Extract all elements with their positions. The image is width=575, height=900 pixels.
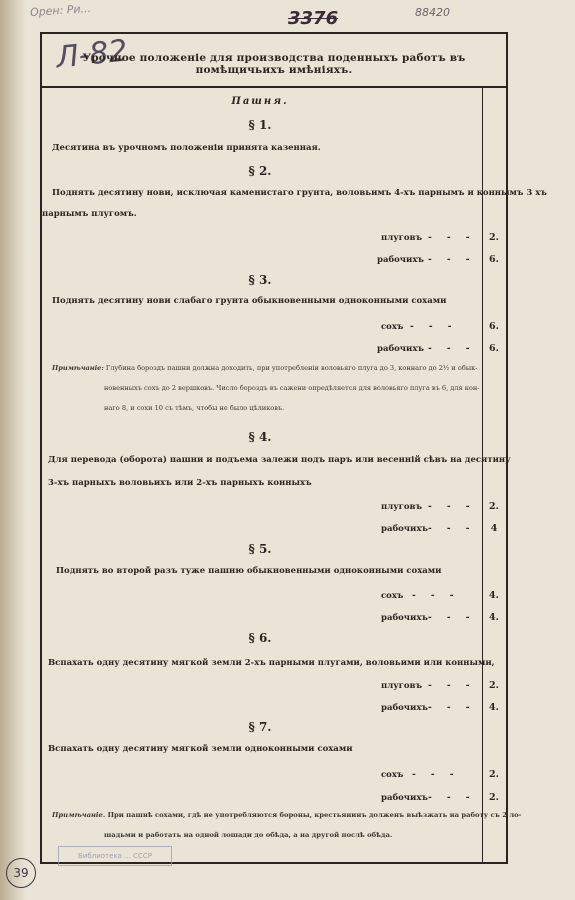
section-2-row-value: 6. <box>489 254 499 265</box>
section-3-text: Поднять десятину нови слабаго грунта обыкновенными одноконными сохами <box>52 296 447 306</box>
document-frame <box>40 32 508 864</box>
section-7-row-value: 2. <box>489 769 499 780</box>
section-6-row-value: 4. <box>489 702 499 713</box>
section-4-row-value: 4 <box>490 523 498 534</box>
section-7-row-value: 2. <box>489 792 499 803</box>
section-7-text: Вспахать одну десятину мягкой земли одноконными сохами <box>48 744 353 754</box>
section-4-text-line1: Для перевода (оборота) пашни и подъема залежи подъ паръ или весенній сѣвъ на десятину <box>48 455 511 465</box>
archive-mark: Л-82 <box>54 33 130 76</box>
note-lead: Примѣчаніе: <box>52 364 104 372</box>
section-3-row-value: 6. <box>489 321 499 332</box>
handwritten-number-top-right: 88420 <box>415 6 450 19</box>
section-3-row-value: 6. <box>489 343 499 354</box>
section-7-label: § 7. <box>248 720 272 734</box>
document-title: Урочное положеніе для производства поденныхъ работъ въ помѣщичьихъ имѣніяхъ. <box>82 52 466 76</box>
section-3-row-label: сохъ <box>381 322 404 332</box>
section-3-row-label: рабочихъ <box>377 344 424 354</box>
section-7-row-label: сохъ <box>381 770 404 780</box>
section-6-text: Вспахать одну десятину мягкой земли 2-хъ парными плугами, воловьими или конными, <box>48 658 495 668</box>
leader-dashes: - - - <box>428 681 476 691</box>
section-5-label: § 5. <box>248 542 272 556</box>
leader-dashes: - - - <box>428 502 476 512</box>
section-5-row-label: рабочихъ <box>381 613 428 623</box>
page-number-circle: 39 <box>6 858 36 888</box>
section-4-label: § 4. <box>248 430 272 444</box>
section-1-text: Десятина въ урочномъ положеніи принята казенная. <box>52 143 321 153</box>
section-6-row-value: 2. <box>489 680 499 691</box>
section-2-row-value: 2. <box>489 232 499 243</box>
library-stamp: Библиотека ... СССР <box>58 846 172 866</box>
handwritten-number-crossed: 3376 <box>288 8 339 29</box>
section-7-note-line2: шадьми и работать на одной лошади до обѣда, а на другой послѣ обѣда. <box>104 831 393 839</box>
section-2-row-label: плуговъ <box>381 233 422 243</box>
note-text: Глубина бороздъ пашни должна доходить, при употребленіи воловьяго плуга до 3, коннаго до 2½ и обык- <box>105 364 478 372</box>
leader-dashes: - - - <box>428 255 476 265</box>
section-heading: Пашня. <box>231 96 289 107</box>
leader-dashes: - - - <box>410 322 458 332</box>
leader-dashes: - - - <box>428 233 476 243</box>
section-4-text-line2: 3-хъ парныхъ воловьихъ или 2-хъ парныхъ конныхъ <box>48 478 312 488</box>
leader-dashes: - - - <box>428 613 476 623</box>
section-4-row-value: 2. <box>489 501 499 512</box>
value-column-rule <box>482 86 483 862</box>
section-4-row-label: рабочихъ <box>381 524 428 534</box>
title-band <box>42 34 506 88</box>
section-4-row-label: плуговъ <box>381 502 422 512</box>
section-6-row-label: рабочихъ <box>381 703 428 713</box>
leader-dashes: - - - <box>412 770 460 780</box>
section-3-note-line2: новенныхъ сохъ до 2 вершковъ. Число бороздъ въ сажени опредѣляется для воловьяго плуга въ 6, для кон- <box>104 384 480 392</box>
leader-dashes: - - - <box>428 793 476 803</box>
section-5-row-label: сохъ <box>381 591 404 601</box>
section-3-label: § 3. <box>248 273 272 287</box>
section-5-row-value: 4. <box>489 612 499 623</box>
section-1-label: § 1. <box>248 118 272 132</box>
leader-dashes: - - - <box>412 591 460 601</box>
page-edge <box>0 0 26 900</box>
section-2-row-label: рабочихъ <box>377 255 424 265</box>
note-text: При пашнѣ сохами, гдѣ не употребляются бороны, крестьянинъ долженъ выѣзжать на работу съ 2 ло- <box>107 811 522 819</box>
handwritten-note-top-left: Орен: Ри... <box>29 1 92 20</box>
section-2-text-line1: Поднять десятину нови, исключая каменистаго грунта, воловьимъ 4-хъ парнымъ и коннымъ 3 хъ <box>52 188 547 198</box>
section-2-label: § 2. <box>248 164 272 178</box>
section-5-text: Поднять во второй разъ туже пашню обыкновенными одноконными сохами <box>56 566 442 576</box>
section-6-label: § 6. <box>248 631 272 645</box>
section-7-row-label: рабочихъ <box>381 793 428 803</box>
leader-dashes: - - - <box>428 344 476 354</box>
section-7-note-line1 <box>52 811 521 819</box>
leader-dashes: - - - <box>428 703 476 713</box>
leader-dashes: - - - <box>428 524 476 534</box>
section-2-text-line2: парнымъ плугомъ. <box>42 209 137 219</box>
section-5-row-value: 4. <box>489 590 499 601</box>
section-3-note-line3: наго 8, и сохи 10 съ тѣмъ, чтобы не было цѣликовъ. <box>104 404 285 412</box>
note-lead: Примѣчаніе. <box>52 811 106 819</box>
section-3-note-line1 <box>52 364 477 372</box>
section-6-row-label: плуговъ <box>381 681 422 691</box>
